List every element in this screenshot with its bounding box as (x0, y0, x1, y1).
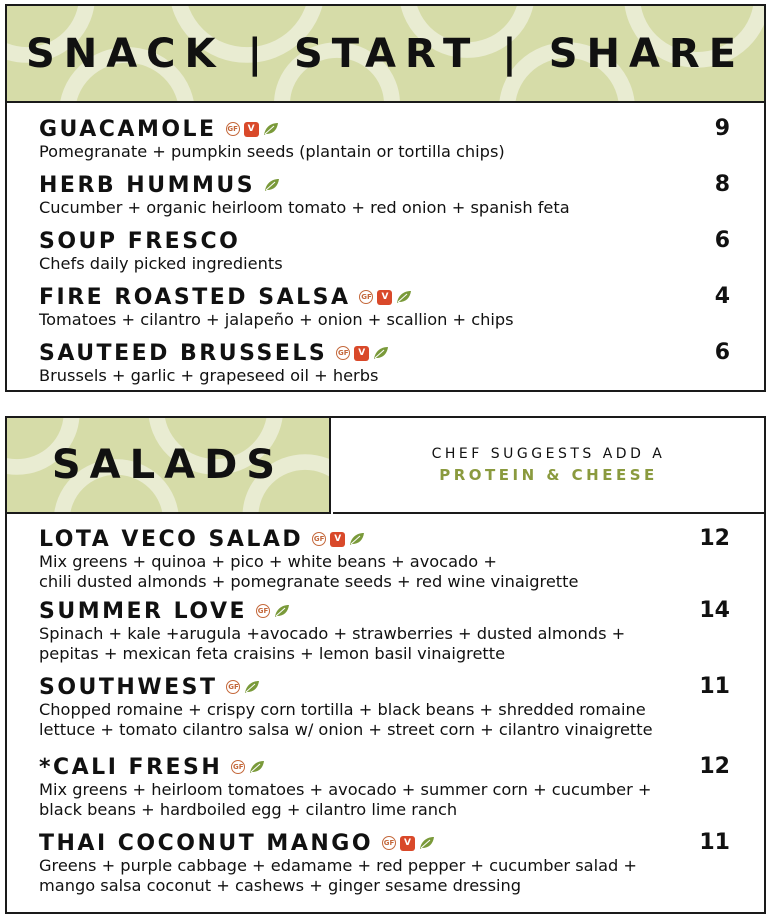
vegetarian-leaf-icon (396, 290, 412, 304)
gluten-free-icon: GF (312, 532, 326, 546)
salads-banner (7, 418, 331, 514)
snack-banner (7, 6, 764, 103)
item-name: THAI COCONUT MANGO (39, 830, 374, 856)
gluten-free-icon: GF (382, 836, 396, 850)
item-description: lettuce + tomato cilantro salsa w/ onion + street corn + cilantro vinaigrette (39, 720, 653, 739)
vegetarian-leaf-icon (274, 604, 290, 618)
item-price: 11 (699, 674, 730, 699)
diet-icons (226, 122, 279, 137)
item-price: 6 (714, 228, 730, 253)
vegetarian-leaf-icon (373, 346, 389, 360)
vegan-icon: V (400, 836, 415, 851)
menu-item (39, 340, 730, 386)
item-description: Brussels + garlic + grapeseed oil + herbs (39, 366, 379, 385)
item-description: Tomatoes + cilantro + jalapeño + onion + scallion + chips (39, 310, 514, 329)
item-price: 4 (714, 284, 730, 309)
vegan-icon: V (354, 346, 369, 361)
salads-section (5, 416, 766, 914)
chef-suggestion-line1: CHEF SUGGESTS ADD A (431, 446, 666, 462)
item-name: SAUTEED BRUSSELS (39, 340, 328, 366)
diet-icons (359, 290, 412, 305)
snack-section (5, 4, 766, 392)
item-description: Chopped romaine + crispy corn tortilla + black beans + shredded romaine (39, 700, 646, 719)
item-price: 12 (699, 754, 730, 779)
vegetarian-leaf-icon (249, 760, 265, 774)
salads-title: SALADS (51, 442, 285, 488)
menu-item (39, 674, 730, 740)
vegetarian-leaf-icon (349, 532, 365, 546)
item-description: Mix greens + quinoa + pico + white beans + avocado + (39, 552, 497, 571)
menu-item (39, 830, 730, 896)
diet-icons (231, 760, 265, 774)
diet-icons (256, 604, 290, 618)
vegetarian-leaf-icon (263, 122, 279, 136)
menu-item (39, 526, 730, 592)
chef-suggestion (333, 418, 764, 514)
item-price: 9 (714, 116, 730, 141)
item-description: chili dusted almonds + pomegranate seeds + red wine vinaigrette (39, 572, 579, 591)
menu-item (39, 228, 730, 274)
gluten-free-icon: GF (226, 122, 240, 136)
menu-item (39, 172, 730, 218)
snack-title: SNACK | START | SHARE (25, 30, 746, 77)
gluten-free-icon: GF (359, 290, 373, 304)
item-name: FIRE ROASTED SALSA (39, 284, 351, 310)
item-description: Greens + purple cabbage + edamame + red pepper + cucumber salad + (39, 856, 637, 875)
item-name: *CALI FRESH (39, 754, 223, 780)
item-name: SUMMER LOVE (39, 598, 248, 624)
item-description: Cucumber + organic heirloom tomato + red onion + spanish feta (39, 198, 570, 217)
item-price: 12 (699, 526, 730, 551)
diet-icons (336, 346, 389, 361)
item-price: 6 (714, 340, 730, 365)
item-name: SOUP FRESCO (39, 228, 241, 254)
gluten-free-icon: GF (231, 760, 245, 774)
menu-item (39, 598, 730, 664)
gluten-free-icon: GF (336, 346, 350, 360)
item-price: 8 (714, 172, 730, 197)
vegan-icon: V (244, 122, 259, 137)
vegan-icon: V (330, 532, 345, 547)
diet-icons (226, 680, 260, 694)
item-description: Spinach + kale +arugula +avocado + strawberries + dusted almonds + (39, 624, 626, 643)
menu-item (39, 284, 730, 330)
menu-item (39, 116, 730, 162)
item-name: GUACAMOLE (39, 116, 217, 142)
item-price: 11 (699, 830, 730, 855)
item-name: SOUTHWEST (39, 674, 218, 700)
item-price: 14 (699, 598, 730, 623)
diet-icons (382, 836, 435, 851)
item-description: Mix greens + heirloom tomatoes + avocado + summer corn + cucumber + (39, 780, 652, 799)
item-description: Chefs daily picked ingredients (39, 254, 283, 273)
item-name: LOTA VECO SALAD (39, 526, 304, 552)
item-description: mango salsa coconut + cashews + ginger sesame dressing (39, 876, 522, 895)
menu-item (39, 754, 730, 820)
item-name: HERB HUMMUS (39, 172, 256, 198)
gluten-free-icon: GF (256, 604, 270, 618)
vegetarian-leaf-icon (244, 680, 260, 694)
vegan-icon: V (377, 290, 392, 305)
item-description: black beans + hardboiled egg + cilantro lime ranch (39, 800, 458, 819)
diet-icons (264, 178, 280, 192)
vegetarian-leaf-icon (419, 836, 435, 850)
item-description: pepitas + mexican feta craisins + lemon basil vinaigrette (39, 644, 506, 663)
chef-suggestion-line2: PROTEIN & CHEESE (439, 466, 658, 484)
vegetarian-leaf-icon (264, 178, 280, 192)
item-description: Pomegranate + pumpkin seeds (plantain or tortilla chips) (39, 142, 505, 161)
gluten-free-icon: GF (226, 680, 240, 694)
diet-icons (312, 532, 365, 547)
